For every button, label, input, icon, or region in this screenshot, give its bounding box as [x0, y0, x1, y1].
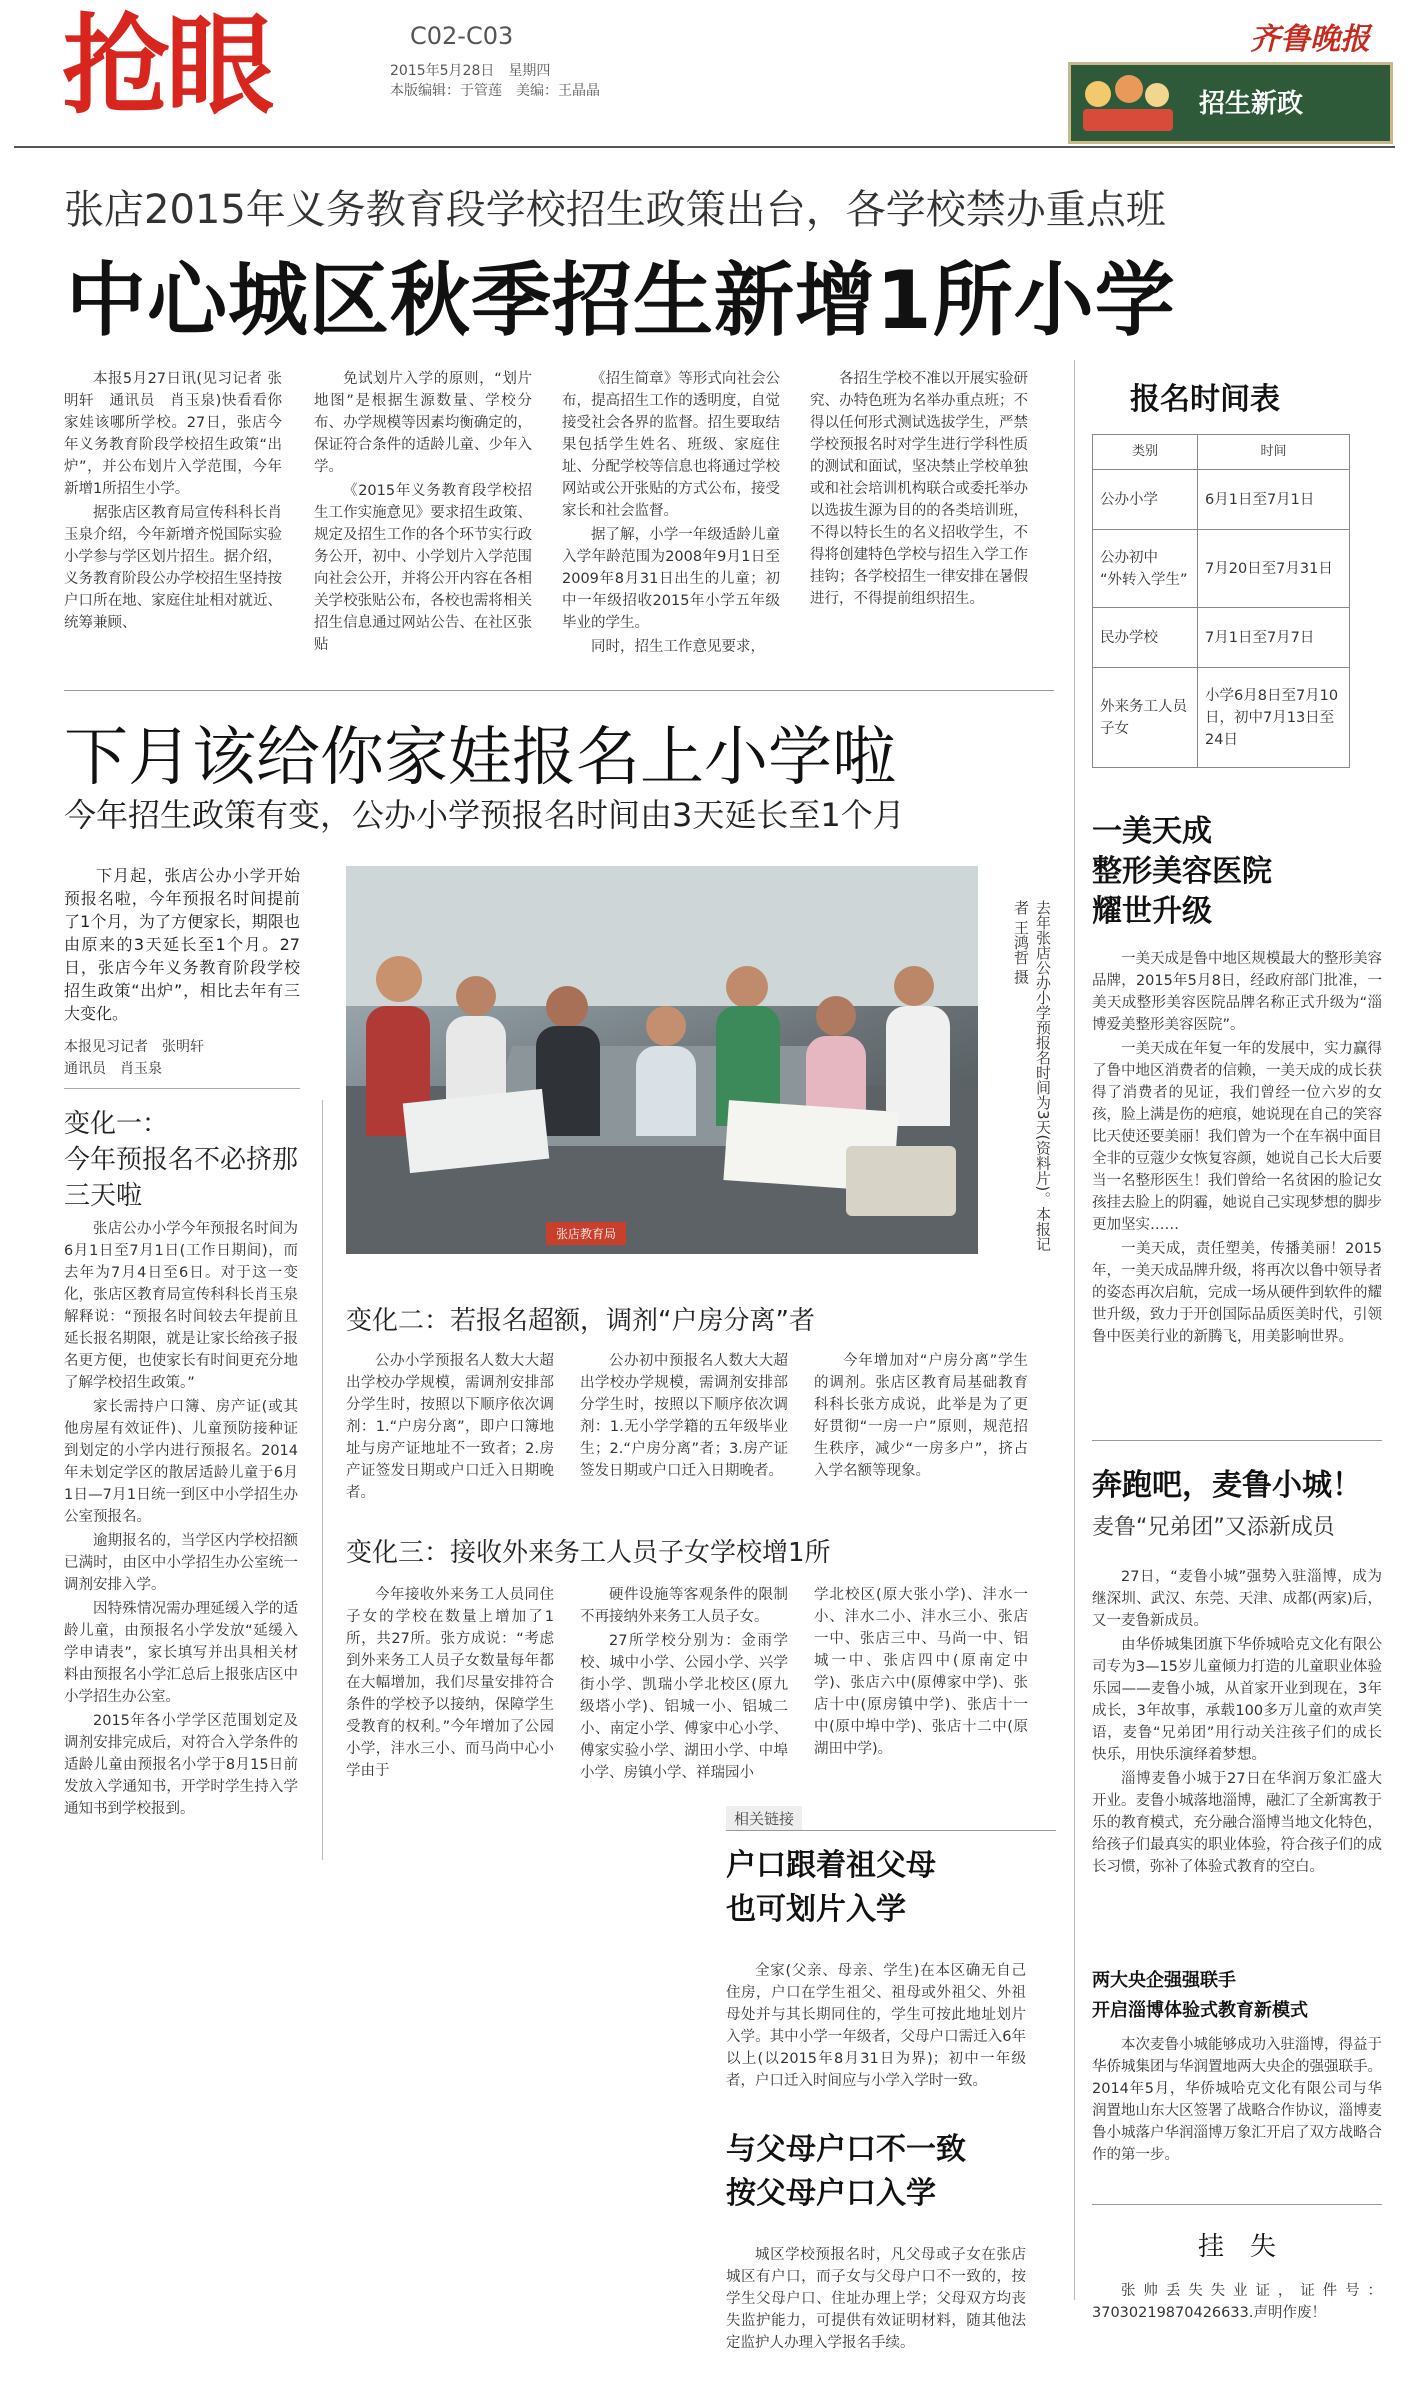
story1-headline: 中心城区秋季招生新增1所小学	[66, 254, 1176, 347]
policy-badge	[1068, 62, 1393, 144]
ad1-body: 一美天成是鲁中地区规模最大的整形美容品牌，2015年5月8日，经政府部门批准，一美天成整形美容医院品牌名称正式升级为“淄博爱美整形美容医院”。 一美天成在年复一年的发展中，实力赢得了鲁中地区消费者的信赖，一美天成的成长获得了消费者的见证，我们曾经一位六岁的女孩，脸上满是伤的疤痕，她说现在自己的笑容比天使还要美丽！我们曾为一个在车祸中面目全非的豆蔻少女恢复容颜，她说自己长大后要当一名整形医生！我们曾给一名贫困的脸记女孩挂去脸上的阴霾，她说自己实现梦想的脚步更加坚实…… 一美天成，责任塑美，传播美丽！2015年，一美天成品牌升级，将再次以鲁中领导者的姿态再次启航，完成一场从硬件到软件的耀世升级，致力于开创国际品质医美时代，引领鲁中医美行业的新腾飞，用美影响世界。	[1092, 951, 1382, 1345]
change3-col1: 今年接收外来务工人员同住子女的学校在数量上增加了1所，共27所。张方成说：“考虑到外来务工人员子女数量每年都在大幅增加，我们尽量安排符合条件的学校予以接纳，保障学生受教育的权利。”今年增加了公园小学，沣水三小、而马尚中心小学由于	[346, 1587, 554, 1779]
change3-col2: 硬件设施等客观条件的限制不再接纳外来务工人员子女。 27所学校分别为：金雨学校、城中小学、公园小学、兴学街小学、凯瑞小学北校区(原九级塔小学)、铝城一小、铝城二小、南定小学、傅家中心小学、傅家实验小学、湖田小学、中埠小学、房镇小学、祥瑞园小	[580, 1587, 788, 1781]
editor-line: 本版编辑：于管莲 美编：王晶晶	[390, 83, 600, 99]
related1-title: 户口跟着祖父母 也可划片入学	[726, 1848, 936, 1927]
schedule-title: 报名时间表	[1130, 382, 1280, 417]
story1-col2: 免试划片入学的原则，“划片地图”是根据生源数量、学校分布、办学规模等因素均衡确定的，保证符合条件的适龄儿童、少年入学。 《2015年义务教育段学校招生工作实施意见》要求招生政策、规定及招生工作的各个环节实行政务公开，初中、小学划片入学范围向社会公开，并将公开内容在各相关学校张贴公布，各校也需将相关招生信息通过网站公告、在社区张贴	[314, 371, 532, 653]
date-line: 2015年5月28日 星期四	[390, 63, 551, 79]
table-row: 公办初中 “外转入学生” 7月20日至7月31日	[1093, 530, 1350, 608]
page-code: C02-C03	[410, 22, 514, 50]
lost-notice-title: 挂 失	[1197, 2232, 1276, 2262]
related2-body: 城区学校预报名时，凡父母或子女在张店城区有户口，而子女与父母户口不一致的，按学生父母户口、住址办理上学；父母双方均丧失监护能力，可提供有效证明材料，随其他法定监护人办理入学报名手续。	[726, 2247, 1026, 2351]
news-photo	[346, 866, 978, 1254]
ad2-title: 奔跑吧，麦鲁小城！	[1092, 1468, 1362, 1503]
table-row: 外来务工人员子女 小学6月8日至7月10日，初中7月13日至24日	[1093, 668, 1350, 768]
change3-col3: 学北校区(原大张小学)、沣水一小、沣水二小、沣水三小、张店一中、张店三中、马尚一中、铝城一中、张店四中(原南定中学)、张店六中(原傅家中学)、张店十中(原房镇中学)、张店十一中(原中埠中学)、张店十二中(原湖田中学)。	[814, 1587, 1028, 1757]
paper-logo: 齐鲁晚报	[1250, 22, 1370, 57]
related2-title: 与父母户口不一致 按父母户口入学	[726, 2132, 966, 2211]
table-row: 类别 时间	[1093, 435, 1350, 470]
story2-byline: 本报见习记者 张明轩 通讯员 肖玉泉	[64, 1039, 204, 1077]
related1-body: 全家(父亲、母亲、学生)在本区确无自己住房，户口在学生祖父、祖母或外祖父、外祖母处并与其长期同住的，学生可按此地址划片入学。其中小学一年级者，父母户口需迁入6年以上(以2015年8月31日为界)；初中一年级者，户口迁入时间应与小学入学时一致。	[726, 1963, 1026, 2089]
story2-subhead: 今年招生政策有变，公办小学预报名时间由3天延长至1个月	[64, 796, 905, 834]
change1-title: 变化一： 今年预报名不必挤那三天啦	[64, 1109, 299, 1211]
story1-kicker: 张店2015年义务教育段学校招生政策出台，各学校禁办重点班	[64, 187, 1166, 233]
photo-sign: 张店教育局	[546, 1222, 626, 1245]
photo-caption: 去年张店公办小学预报名时间为3天(资料片)。本报记者 王鸿哲 摄	[1012, 900, 1052, 1252]
ad2-subheading: 两大央企强强联手 开启淄博体验式教育新模式	[1092, 1970, 1308, 2021]
badge-text: 招生新政	[1199, 89, 1304, 119]
ad2-subtitle: 麦鲁“兄弟团”又添新成员	[1092, 1515, 1335, 1540]
ad2-body: 27日，“麦鲁小城”强势入驻淄博，成为继深圳、武汉、东莞、天津、成都(两家)后，又一麦鲁新成员。 由华侨城集团旗下华侨城哈克文化有限公司专为3—15岁儿童倾力打造的儿童职业体验乐园——麦鲁小城，从首家开业到现在，3年成长，3年故事，承载100多万儿童的欢声笑语，麦鲁“兄弟团”用行动关注孩子们的成长快乐，用快乐演绎着梦想。 淄博麦鲁小城于27日在华润万象汇盛大开业。麦鲁小城落地淄博，融汇了全新寓教于乐的教育模式，充分融合淄博当地文化特色，给孩子们最真实的职业体验，符合孩子们的成长习惯，弥补了体验式教育的空白。	[1092, 1569, 1382, 1875]
related-label: 相关链接	[726, 1806, 802, 1831]
story1-col4: 各招生学校不准以开展实验研究、办特色班为名举办重点班；不得以任何形式测试选拔学生，严禁学校预报名时对学生进行学科性质的测试和面试，坚决禁止学校单独或和社会培训机构联合或委托举办以选拔生源为目的的各类培训班，不得以特长生的名义招收学生，不得将创建特色学校与招生入学工作挂钩；各学校招生一律安排在暑假进行，不得提前组织招生。	[810, 371, 1028, 607]
change1-body: 张店公办小学今年预报名时间为6月1日至7月1日(工作日期间)，而去年为7月4日至6日。对于这一变化，张店区教育局宣传科科长肖玉泉解释说：“预报名时间较去年提前且延长报名期限，就是让家长给孩子报名更方便，也使家长有时间更充分地了解学校招生政策。” 家长需持户口簿、房产证(或其他房屋有效证件)、儿童预防接种证到划定的小学内进行预报名。2014年未划定学区的散居适龄儿童于6月1日—7月1日统一到区中小学招生办公室预报名。 逾期报名的，当学区内学校招额已满时，由区中小学招生办公室统一调剂安排入学。 因特殊情况需办理延缓入学的适龄儿童，由预报名小学发放“延缓入学申请表”，家长填写并出具相关材料由预报名小学汇总后上报张店区中小学招生办公室。 2015年各小学学区范围划定及调剂安排完成后，对符合入学条件的适龄儿童由预报名小学于8月15日前发放入学通知书，开学时学生持入学通知书到学校报到。	[64, 1221, 298, 1817]
change2-col1: 公办小学预报名人数大大超出学校办学规模，需调剂安排部分学生时，按照以下顺序依次调剂：1.“户房分离”，即户口簿地址与房产证地址不一致者；2.房产证签发日期或户口迁入日期晚者。	[346, 1353, 554, 1501]
kids-cartoon-icon	[1079, 71, 1179, 135]
lost-notice-body: 张帅丢失失业证，证件号：37030219870426633.声明作废！	[1092, 2283, 1382, 2321]
story2-headline: 下月该给你家娃报名上小学啦	[64, 721, 896, 795]
table-row: 民办学校 7月1日至7月7日	[1093, 608, 1350, 668]
story2-lead: 下月起，张店公办小学开始预报名啦，今年预报名时间提前了1个月，为了方便家长，期限也由原来的3天延长至1个月。27日，张店今年义务教育阶段学校招生政策“出炉”，相比去年有三大变化。	[64, 866, 300, 1023]
change3-title: 变化三：接收外来务工人员子女学校增1所	[346, 1538, 831, 1568]
ad2-body2: 本次麦鲁小城能够成功入驻淄博，得益于华侨城集团与华润置地两大央企的强强联手。2014年5月，华侨城哈克文化有限公司与华润置地山东大区签署了战略合作协议，淄博麦鲁小城落户华润淄博万象汇开启了双方战略合作的第一步。	[1092, 2037, 1382, 2163]
schedule-table	[1092, 434, 1350, 768]
change2-col2: 公办初中预报名人数大大超出学校办学规模，需调剂安排部分学生时，按照以下顺序依次调剂：1.无小学学籍的五年级毕业生；2.“户房分离”者；3.房产证签发日期或户口迁入日期晚者。	[580, 1353, 788, 1479]
story1-col3: 《招生简章》等形式向社会公布，提高招生工作的透明度，自觉接受社会各界的监督。招生要取结果包括学生姓名、班级、家庭住址、分配学校等信息也将通过学校网站或公开张贴的方式公布，接受家长和社会监督。 据了解，小学一年级适龄儿童入学年龄范围为2008年9月1日至2009年8月31日出生的儿童；初中一年级招收2015年小学五年级毕业的学生。 同时，招生工作意见要求，	[562, 371, 780, 655]
table-row: 公办小学 6月1日至7月1日	[1093, 470, 1350, 530]
ad1-title: 一美天成 整形美容医院 耀世升级	[1092, 814, 1272, 929]
story1-col1: 本报5月27日讯(见习记者 张明轩 通讯员 肖玉泉)快看看你家娃该哪所学校。27日，张店今年义务教育阶段学校招生政策“出炉”，并公布划片入学范围，今年新增1所招生小学。 据张店区教育局宣传科科长肖玉泉介绍，今年新增齐悦国际实验小学参与学区划片招生。据介绍，义务教育阶段公办学校招生坚持按户口所在地、家庭住址相对就近、统筹兼顾、	[64, 371, 282, 631]
change2-title: 变化二：若报名超额，调剂“户房分离”者	[346, 1306, 815, 1336]
change2-col3: 今年增加对“户房分离”学生的调剂。张店区教育局基础教育科科长张方成说，此举是为了更好贯彻“一房一户”原则，规范招生秩序，减少“一房多户”，挤占入学名额等现象。	[814, 1353, 1028, 1479]
section-title: 抢眼	[62, 3, 271, 129]
